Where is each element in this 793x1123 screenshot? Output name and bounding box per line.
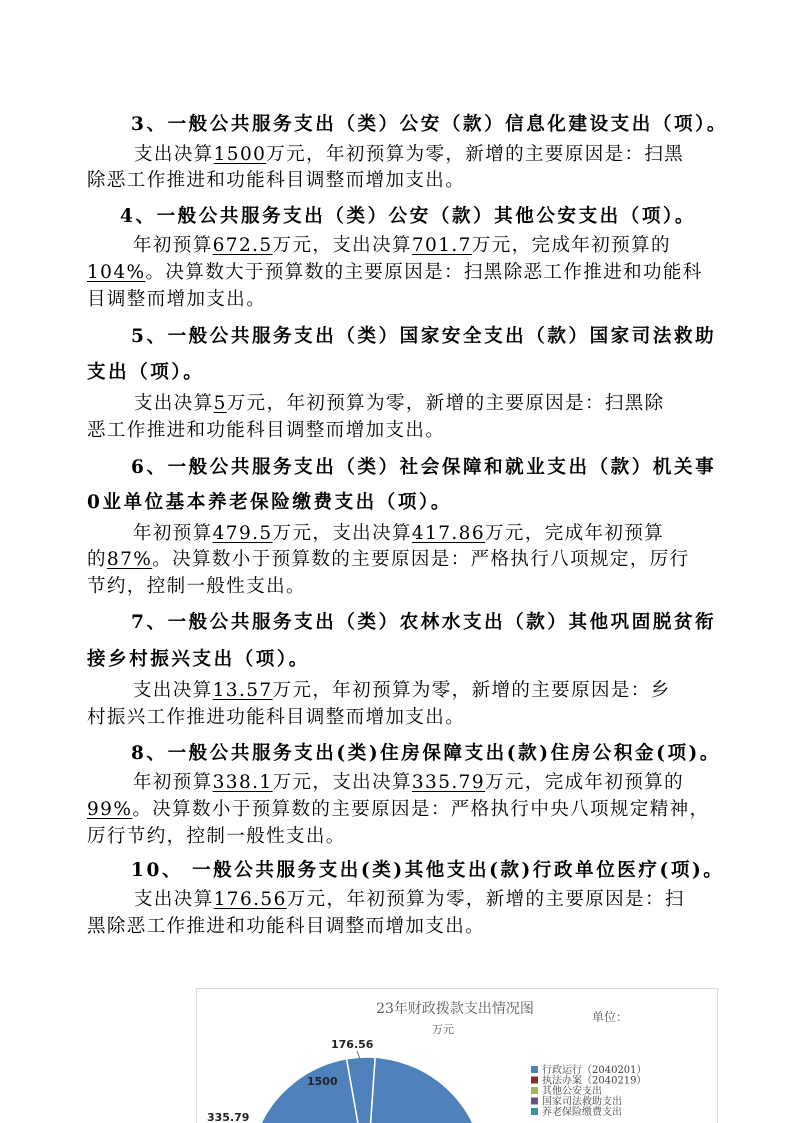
- body-line: [133, 521, 664, 547]
- text-run: 节约，控制一般性支出。: [87, 576, 306, 597]
- text-run: 村振兴工作推进功能科目调整而增加支出。: [87, 707, 466, 728]
- legend-swatch: [531, 1087, 538, 1094]
- section-heading: 支出（项）。: [87, 362, 205, 383]
- text-run: 。决算数小于预算数的主要原因是：严格执行八项规定，厉行: [152, 549, 690, 570]
- underlined-amount: 338.1: [212, 772, 273, 793]
- pie-slices: [207, 1038, 485, 1123]
- body-line: [87, 574, 306, 600]
- text-run: 万元，支出决算: [272, 235, 412, 256]
- body-line: [87, 287, 266, 313]
- body-line: [134, 142, 684, 168]
- chart-unit: 万元: [432, 1023, 454, 1036]
- section-heading: 3、一般公共服务支出（类）公安（款）信息化建设支出（项）。: [131, 114, 729, 135]
- underlined-amount: 104%: [87, 262, 146, 283]
- body-line: [87, 797, 709, 823]
- section-heading: 4、一般公共服务支出（类）公安（款）其他公安支出（项）。: [120, 206, 696, 227]
- section-heading: 8、一般公共服务支出(类)住房保障支出(款)住房公积金(项)。: [131, 743, 721, 764]
- text-run: 万元，支出决算: [272, 772, 412, 793]
- section-heading: 10、 一般公共服务支出(类)其他支出(款)行政单位医疗(项)。: [131, 860, 725, 881]
- legend-swatch: [531, 1098, 538, 1105]
- underlined-amount: 13.57: [212, 680, 273, 701]
- pie-data-label: 176.56: [331, 1038, 374, 1051]
- section-heading: 6、一般公共服务支出（类）社会保障和就业支出（款）机关事: [131, 457, 717, 478]
- underlined-amount: 1500: [213, 144, 267, 165]
- section-heading: 7、一般公共服务支出（类）农林水支出（款）其他巩固脱贫衔: [131, 612, 717, 633]
- text-run: 万元，年初预算为零，新增的主要原因是：乡: [272, 680, 671, 701]
- text-run: 目调整而增加支出。: [87, 289, 267, 310]
- text-run: 的: [87, 549, 107, 570]
- legend-label: 养老保险缴费支出: [542, 1107, 622, 1118]
- body-line: [87, 547, 690, 573]
- text-run: 万元，支出决算: [272, 523, 412, 544]
- text-run: 万元，年初预算为零，新增的主要原因是：扫黑除: [226, 393, 665, 414]
- section-heading: 0业单位基本养老保险缴费支出（项）。: [87, 492, 452, 513]
- body-line: [87, 418, 445, 444]
- pie-chart: [196, 988, 718, 1123]
- text-run: 支出决算: [134, 393, 214, 414]
- text-run: 万元，完成年初预算的: [485, 772, 685, 793]
- text-run: 支出决算: [133, 680, 213, 701]
- underlined-amount: 87%: [106, 549, 153, 570]
- text-run: 万元，完成年初预算的: [471, 235, 671, 256]
- legend-label: 其他公安支出: [542, 1086, 602, 1097]
- body-line: [87, 705, 465, 731]
- text-run: 。决算数大于预算数的主要原因是：扫黑除恶工作推进和功能科: [145, 262, 703, 283]
- pie-data-label: 335.79: [207, 1111, 250, 1123]
- text-run: 万元，完成年初预算: [485, 523, 665, 544]
- legend-swatch: [531, 1066, 538, 1073]
- text-run: 支出决算: [134, 144, 214, 165]
- text-run: 支出决算: [134, 889, 214, 910]
- pie-data-label: 1500: [307, 1075, 338, 1088]
- body-line: [87, 914, 485, 940]
- body-line: [134, 391, 665, 417]
- underlined-amount: 99%: [87, 799, 133, 820]
- text-run: 年初预算: [133, 772, 213, 793]
- body-line: [87, 168, 465, 194]
- legend-label: 行政运行（2040201）: [542, 1065, 647, 1076]
- body-line: [87, 260, 703, 286]
- body-line: [87, 824, 346, 850]
- underlined-amount: 5: [213, 393, 227, 414]
- text-run: 年初预算: [133, 523, 213, 544]
- underlined-amount: 701.7: [411, 235, 472, 256]
- underlined-amount: 335.79: [411, 772, 486, 793]
- section-heading: 接乡村振兴支出（项）。: [87, 649, 310, 670]
- body-line: [133, 678, 671, 704]
- chart-unit-label: 单位：: [592, 1010, 629, 1024]
- underlined-amount: 479.5: [212, 523, 273, 544]
- text-run: 万元，年初预算为零，新增的主要原因是：扫: [286, 889, 685, 910]
- chart-legend: [531, 1063, 647, 1118]
- pie-chart-svg: [197, 989, 717, 1123]
- text-run: 厉行节约，控制一般性支出。: [87, 826, 346, 847]
- pie-slice: [367, 1057, 485, 1123]
- text-run: 除恶工作推进和功能科目调整而增加支出。: [87, 170, 466, 191]
- body-line: [133, 770, 684, 796]
- legend-swatch: [531, 1077, 538, 1084]
- text-run: 万元，年初预算为零，新增的主要原因是：扫黑: [266, 144, 685, 165]
- underlined-amount: 176.56: [213, 889, 287, 910]
- legend-label: 国家司法救助支出: [542, 1096, 622, 1108]
- text-run: 恶工作推进和功能科目调整而增加支出。: [87, 420, 446, 441]
- underlined-amount: 672.5: [212, 235, 273, 256]
- text-run: 。决算数小于预算数的主要原因是：严格执行中央八项规定精神，: [132, 799, 710, 820]
- text-run: 黑除恶工作推进和功能科目调整而增加支出。: [87, 916, 486, 937]
- body-line: [134, 887, 685, 913]
- underlined-amount: 417.86: [411, 523, 486, 544]
- legend-swatch: [531, 1108, 538, 1115]
- section-heading: 5、一般公共服务支出（类）国家安全支出（款）国家司法救助: [131, 326, 717, 347]
- chart-title: 23年财政拨款支出情况图: [376, 1001, 534, 1017]
- body-line: [133, 233, 671, 259]
- legend-label: 执法办案（2040219）: [542, 1075, 647, 1087]
- text-run: 年初预算: [133, 235, 213, 256]
